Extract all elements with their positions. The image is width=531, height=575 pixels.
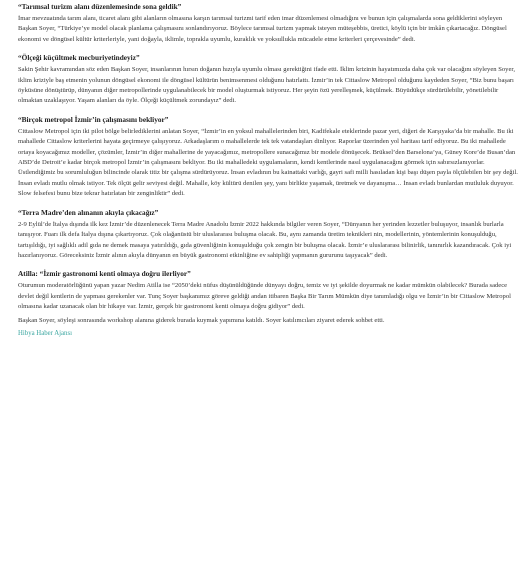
section-terra-madre <box>18 208 523 262</box>
section-metropol <box>18 115 523 200</box>
section-tarimsal-turizm <box>18 2 523 45</box>
paragraph: Oturumun moderatörlüğünü yapan yazar Nedim Atilla ise “2050’deki nüfus düşünüldüğünde dünyayı doğru, temiz ve iyi şekilde doyurmak ne kadar mümkün olabilecek? Burada sadece devlet değil kentlerin de yapması gerekenler var. Tunç Soyer başkanımız göreve geldiği andan itibaren Başka Bir Tarım Mümkün diye tanımladığı olgu ve İzmir’in bir Cittaslow Metropol olmasına kadar uzanacak olan bir hikaye var. İzmir, gerçek bir gastronomi kenti olmaya doğru gidiyor” dedi. <box>18 282 511 311</box>
paragraph: İmar mevzuatında tarım alanı, ticaret alanı gibi alanların olmasına karşın tarımsal turizmi tarif eden imar düzenlemesi olmadığını ve bunun için çalışmalarda sona geldiklerini söyleyen Başkan Soyer, “Türkiye’ye model olacak planlama çalışmasını sonlandırıyoruz. Böylece tarımsal turizm yapmak isteyen müteşebbis, üretici, köylü için bir imkân çıkartacağız. Döngüsel ekonomi ve döngüsel kültür kriterleriyle, yani doğayla, iklimle, toprakla uyumlu, kuraklık ve yoksullukla mücadele etme kriterleri çerçevesinde” dedi. <box>18 15 507 43</box>
section-heading: “Tarımsal turizm alanı düzenlemesinde sona geldik” <box>18 2 182 11</box>
section-olcegi-kucultmek <box>18 53 523 107</box>
section-heading: “Ölçeği küçültmek mecburiyetindeyiz” <box>18 53 140 63</box>
section-heading: Atilla: “İzmir gastronomi kenti olmaya doğru ilerliyor” <box>18 269 191 279</box>
paragraph: Sakin Şehir kavramından söz eden Başkan Soyer, insanlarının hırsın doğanın hızıyla uyumlu olması gerektiğini ifade etti. İklim krizinin hayatımızda daha çok var olacağını söyleyen Soyer, iklim kriziyle baş etmenin yolunun döngüsel ekonomi ile döngüsel kültürün benimsenmesi olduğunu hatırlattı. İzmir’in tek Cittaslow Metropol olduğunu kaydeden Soyer, “Biz bunu başarı öyküsüne dönüştürüp, dünyanın diğer metropollerinde uygulanabilecek bir model oluşturmak istiyoruz. Her şeyin özü yerelleşmek, küçülmek. Büyüdükçe sürdürülebilir, yönetilebilir olmaktan uzaklaşıyor. Yaşam alanları da öyle. Ölçeği küçültmek zorundayız” dedi. <box>18 66 515 105</box>
paragraph: Başkan Soyer, söyleşi sonrasında workshop alanına giderek burada kuymak yapımına katıldı. Soyer katılımcıları ziyaret ederek sohbet etti. <box>18 316 385 324</box>
section-atilla <box>18 269 523 339</box>
paragraph: 2-9 Eylül’de İtalya dışında ilk kez İzmir’de düzenlenecek Terra Madre Anadolu İzmir 2022 hakkında bilgiler veren Soyer, “Dünyanın her yerinden lezzetler buluşuyor, insanlık burlarla tanışıyor. Fuarı ilk defa İtalya dışına çıkartıyoruz. Çok olağanüstü bir uluslararası buluşma olacak. Bu, aynı zamanda üretim teknikleri nin, modellerinin, yöntemlerinin konuşulduğu, tartışıldığı, iyi sağlıklı adil gıda ne demek masaya yatırıldığı, gıda güvenliğinin konuşulduğu çok zengin bir buluşma olacak. İzmir’e uluslararası bilinirlik, tanınırlık kazandıracak. Çok iyi hazırlanıyoruz. Göreceksiniz İzmir alının akıyla dünyanın en büyük gastronomi etkinliğine ev sahipliği yapmanın gururunu taşıyacak” dedi. <box>18 220 512 259</box>
paragraph: Cittaslow Metropol için iki pilot bölge belirlediklerini anlatan Soyer, “İzmir’in en yoksul mahallelerinden biri, Kadifekale eteklerinde pazar yeri, diğeri de Karşıyaka’da bir mahalle. Bu iki mahallede Cittaslow kriterlerini hayata geçirmeye çalışıyoruz. Arkadaşlarım o mahallelerde tek tek vatandaşları dinliyor. Raporlar üzerinden yol haritası tarif ediyoruz. Bu iki mahallede ortaya koyacağımız modeller, çözümler, İzmir’in diğer mahallerine de yayacağımız, metropollere sunacağımız bir modele dönüşecek. Brüksel’den Barselona’ya, Güney Kore’de Busan’dan ABD’de Detroit’e kadar birçok metropol İzmir’in çalışmasını bekliyor. Bu iki mahalledeki uygulamaların, kendi kentlerinde nasıl uygulanacağını görmek için sabırsızlanıyorlar. Üstlendiğimiz bu sorumluluğun bilincinde olarak titiz bir çalışma sürdürüyoruz. İnsan evladının bu kainattaki varlığı, gayri safi milli hasıladan kişi başı düşen payla ölçülebilen bir şey değil. İnsan evladı mutlu olmak istiyor. Tek ölçüt gelir seviyesi değil. Mahalle, köy kültürü denilen şey, yanı birlikte yaşamak, üretmek ve dayanışma… İnsan evladı bunlardan mutluluk duyuyor. Slow felsefesi bunu bize tekrar hatırlatan bir zenginliktir” dedi. <box>18 127 518 198</box>
section-heading: “Terra Madre’den alınanın akıyla çıkacağız” <box>18 207 159 217</box>
source-link[interactable]: Hibya Haber Ajansı <box>18 329 72 337</box>
section-heading: “Birçok metropol İzmir’in çalışmasını bekliyor” <box>18 114 169 124</box>
